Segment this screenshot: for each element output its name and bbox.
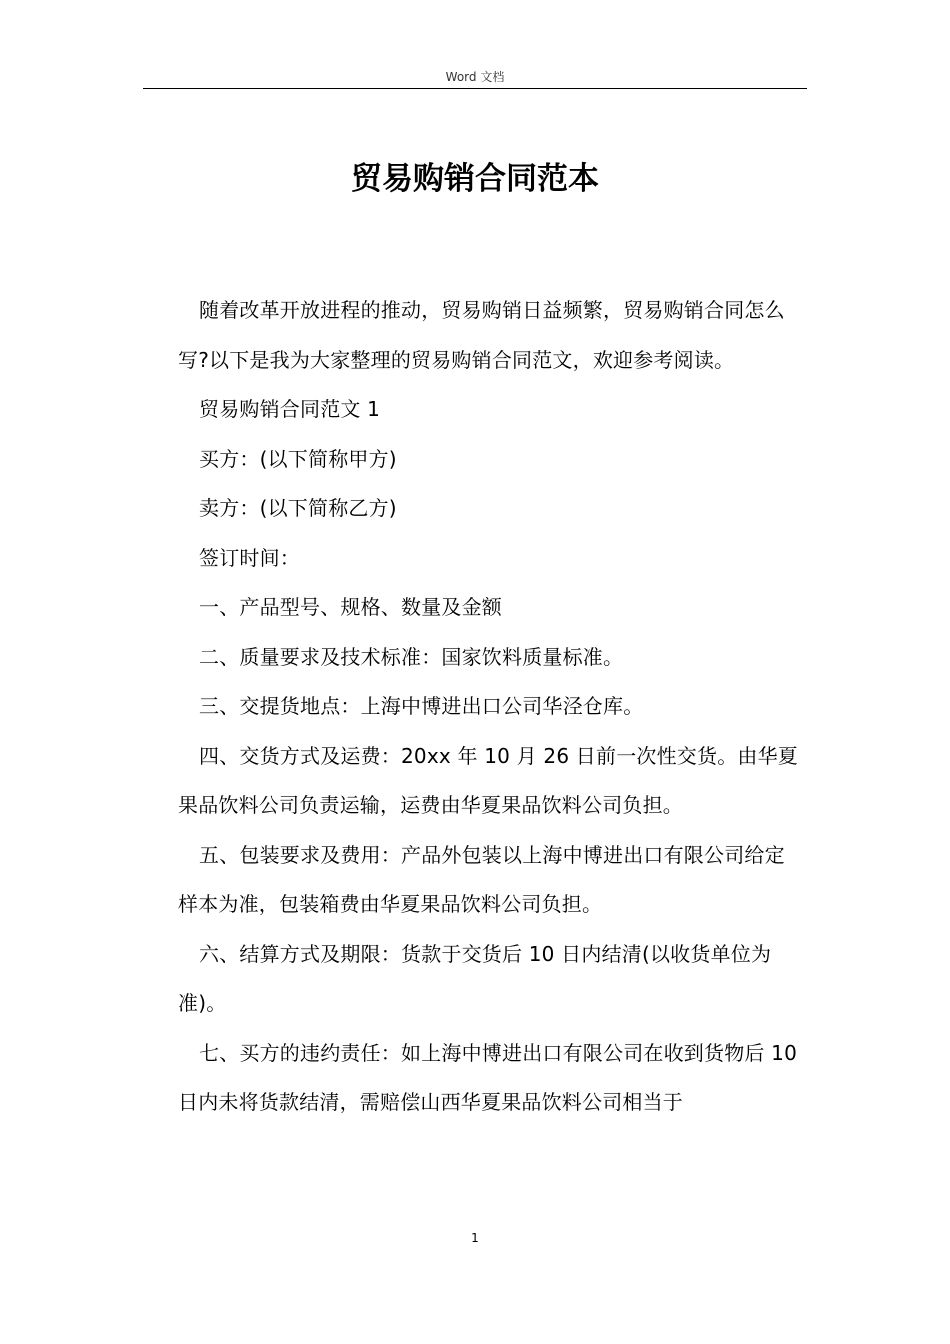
seller-line: 卖方：(以下简称乙方) [199,496,397,520]
page-footer [0,1229,950,1247]
contract-heading: 贸易购销合同范文 1 [199,397,381,421]
clause-5: 五、包装要求及费用：产品外包装以上海中博进出口有限公司给定样本为准，包装箱费由华夏果品饮料公司负担。 [178,842,785,916]
buyer-line: 买方：(以下简称甲方) [199,446,397,471]
clause-1: 一、产品型号、规格、数量及金额 [199,595,502,619]
clause-7: 七、买方的违约责任：如上海中博进出口有限公司在收到货物后 10 日内未将货款结清，需赔偿山西华夏果品饮料公司相当于 [178,1040,798,1114]
intro-paragraph: 随着改革开放进程的推动，贸易购销日益频繁，贸易购销合同怎么写?以下是我为大家整理的贸易购销合同范文，欢迎参考阅读。 [178,298,785,372]
header-label: Word 文档 [445,70,505,84]
page-header [143,66,807,89]
document-title: 贸易购销合同范本 [351,161,599,197]
clause-4: 四、交货方式及运费：20xx 年 10 月 26 日前一次性交货。由华夏果品饮料公司负责运输，运费由华夏果品饮料公司负担。 [178,743,799,817]
document-body [178,286,804,1128]
clause-6: 六、结算方式及期限：货款于交货后 10 日内结清(以收货单位为准)。 [178,941,772,1015]
signing-time-line: 签订时间： [199,545,300,570]
page-number: 1 [471,1231,479,1245]
clause-2: 二、质量要求及技术标准：国家饮料质量标准。 [199,644,624,669]
clause-3: 三、交提货地点：上海中博进出口公司华泾仓库。 [199,694,644,718]
